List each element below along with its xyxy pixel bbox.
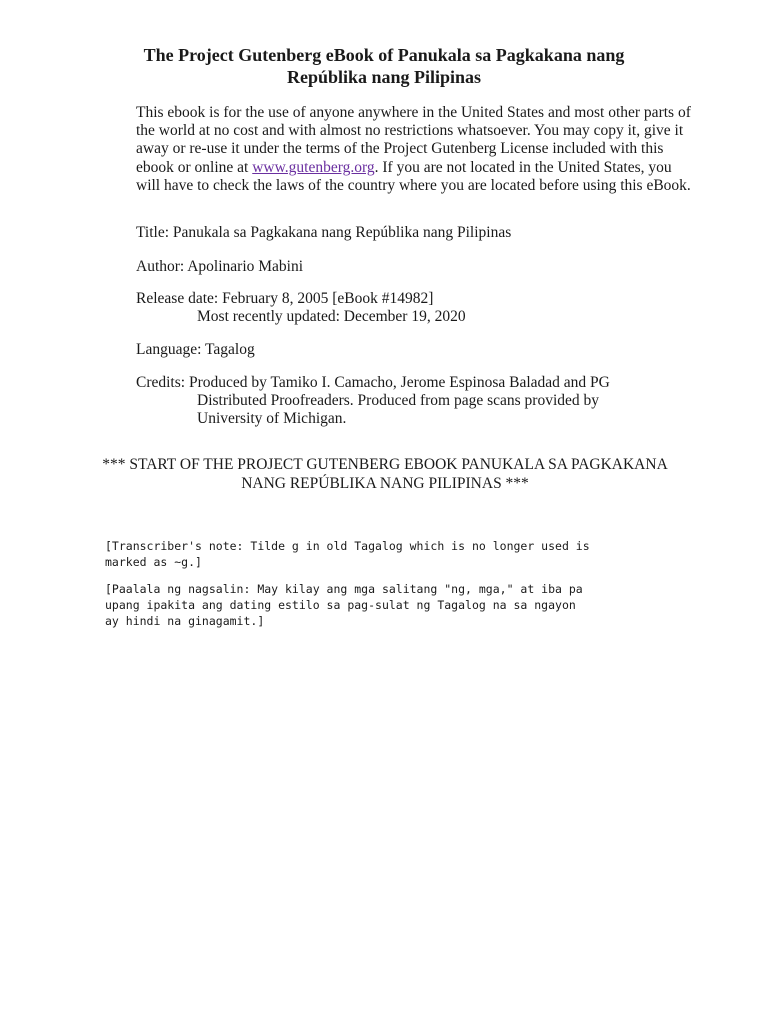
paalala-note-line-2: upang ipakita ang dating estilo sa pag-sulat ng Tagalog na sa ngayon (105, 598, 576, 612)
start-marker (90, 456, 680, 493)
updated-date: Most recently updated: December 19, 2020 (197, 308, 466, 326)
title-line-1: The Project Gutenberg eBook of Panukala sa Pagkakana nang (143, 45, 625, 65)
transcriber-note (105, 538, 665, 570)
transcriber-note-line-2: marked as ~g.] (105, 555, 202, 569)
release-date: Release date: February 8, 2005 [eBook #14982] (136, 290, 434, 307)
release-field (136, 290, 696, 326)
title-line-2: Repúblika nang Pilipinas (286, 67, 482, 87)
paalala-note-line-1: [Paalala ng nagsalin: May kilay ang mga salitang "ng, mga," at iba pa (105, 582, 583, 596)
credits-field (136, 374, 696, 429)
paalala-note-line-3: ay hindi na ginagamit.] (105, 614, 265, 628)
start-marker-line-1: *** START OF THE PROJECT GUTENBERG EBOOK PANUKALA SA PAGKAKANA (102, 456, 668, 473)
credits-line-3: University of Michigan. (197, 410, 347, 428)
language-field: Language: Tagalog (136, 341, 255, 358)
author-field: Author: Apolinario Mabini (136, 258, 304, 275)
transcriber-note-line-1: [Transcriber's note: Tilde g in old Tagalog which is no longer used is (105, 539, 590, 553)
paalala-note (105, 581, 665, 629)
intro-text-after-link: . If you are not located in the United States, you will have to check the laws of the country where you are located before using this eBook. (136, 158, 691, 194)
credits-line-1: Credits: Produced by Tamiko I. Camacho, Jerome Espinosa Baladad and PG (136, 374, 610, 391)
page-title (100, 44, 668, 88)
title-field: Title: Panukala sa Pagkakana nang Repúblika nang Pilipinas (136, 224, 512, 241)
intro-text-before-link: This ebook is for the use of anyone anywhere in the United States and most other parts of the world at no cost and with almost no restrictions whatsoever. You may copy it, give it away or re-use it under the terms of the Project Gutenberg License included with this ebook or online at (136, 104, 691, 176)
start-marker-line-2: NANG REPÚBLIKA NANG PILIPINAS *** (241, 474, 529, 492)
gutenberg-link[interactable]: www.gutenberg.org (252, 158, 375, 176)
intro-paragraph (136, 104, 696, 195)
credits-line-2: Distributed Proofreaders. Produced from page scans provided by (197, 392, 600, 410)
